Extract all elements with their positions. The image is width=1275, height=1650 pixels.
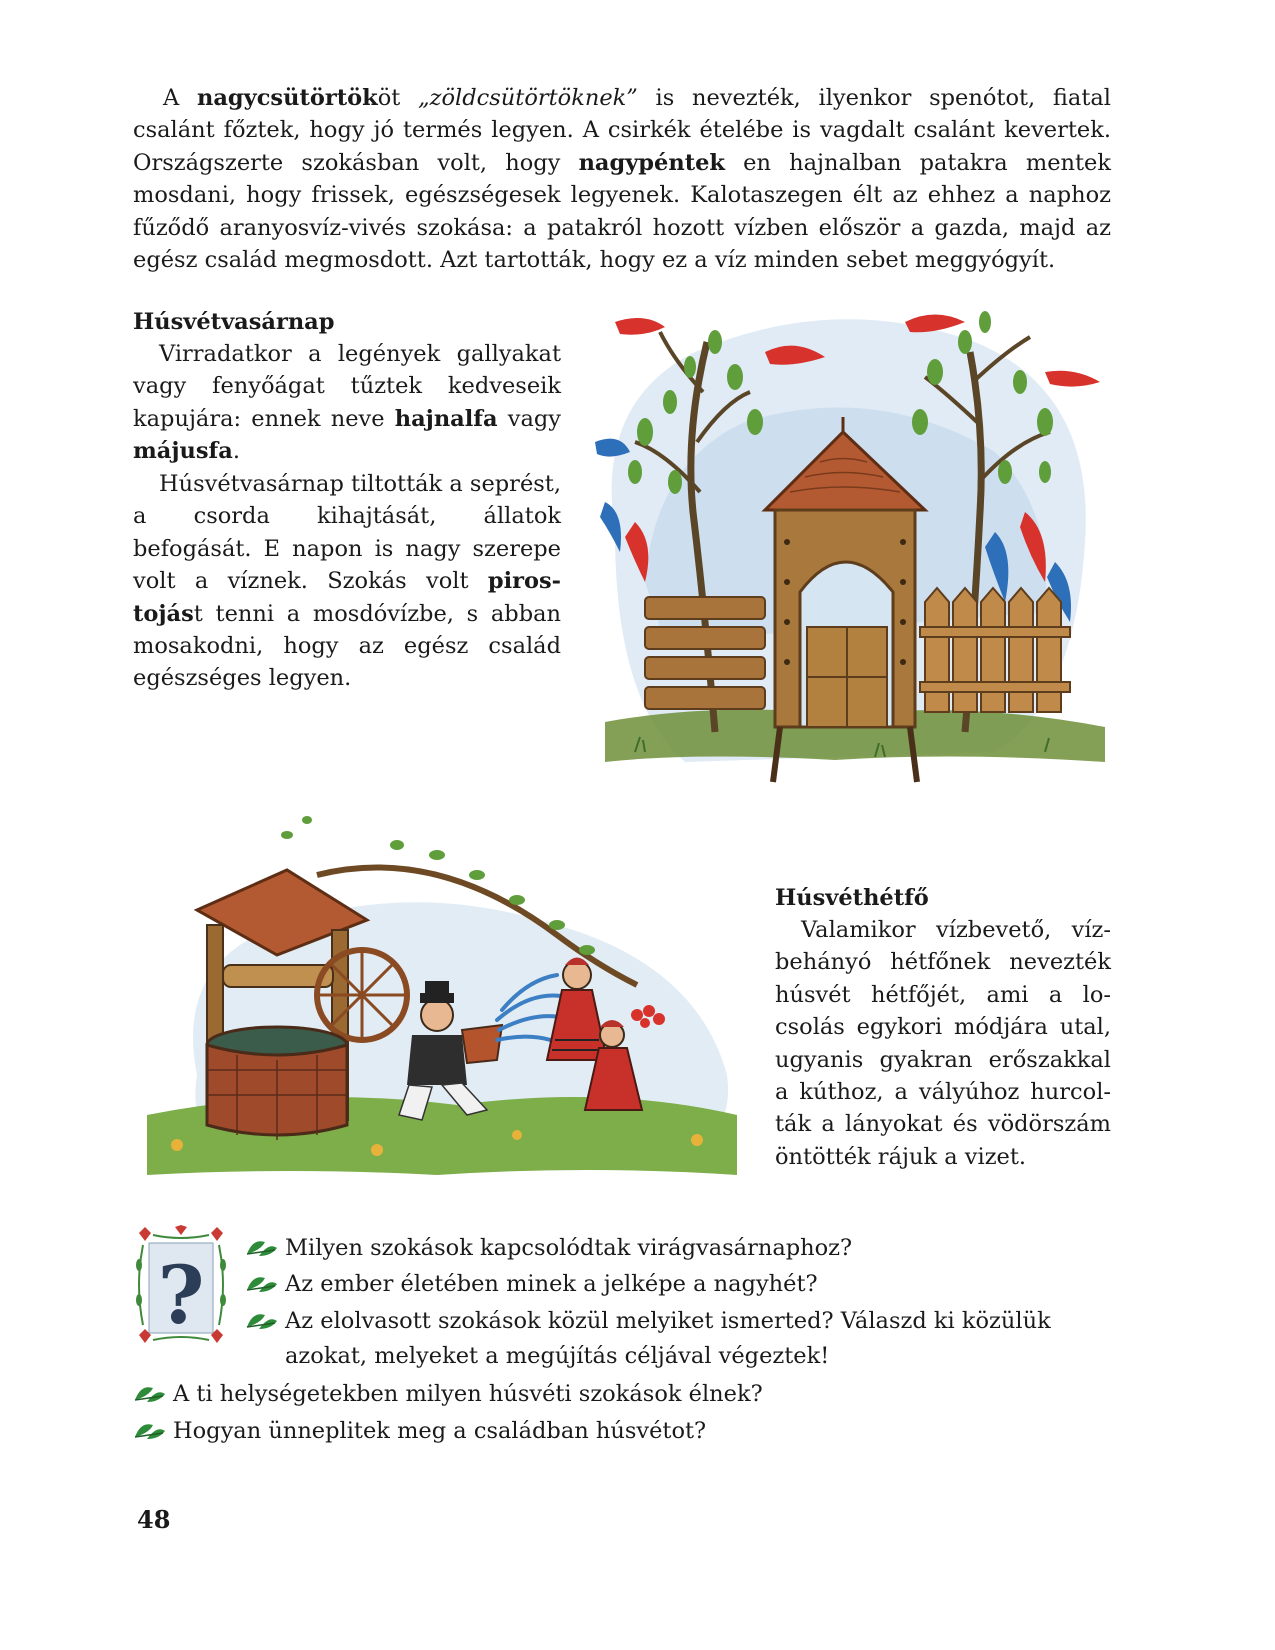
intro-paragraph bbox=[133, 82, 1111, 276]
question-1 bbox=[245, 1232, 852, 1264]
term-pirostojas-1: piros- bbox=[487, 568, 561, 595]
term-nagypentek: nagypéntek bbox=[578, 149, 726, 176]
term-nagycsutortok: nagycsütörtök bbox=[196, 85, 378, 111]
question-2 bbox=[245, 1268, 818, 1300]
question-3 bbox=[245, 1305, 1051, 1337]
question-3-text: Az elolvasott szokások közül melyiket ismerted? Válaszd ki közülük bbox=[285, 1308, 1051, 1334]
gate-illustration bbox=[575, 282, 1115, 807]
question-5 bbox=[133, 1415, 706, 1447]
es-p2-text-1: Húsvétvasárnap tiltották a seprést, a csorda kihajtását, állatok befogását. E napon is nagy szerepe volt a víznek. Szokás volt bbox=[133, 471, 561, 595]
easter-sunday-paragraph-1 bbox=[133, 338, 561, 468]
leaf-bullet-icon bbox=[245, 1236, 279, 1258]
leaf-bullet-icon bbox=[133, 1419, 167, 1441]
term-hajnalfa: hajnalfa bbox=[394, 405, 498, 432]
heading-easter-monday: Húsvéthétfő bbox=[775, 885, 929, 911]
term-majusfa: májusfa bbox=[133, 438, 233, 465]
intro-text-2: öt bbox=[377, 85, 418, 111]
question-ornament-icon bbox=[131, 1225, 231, 1350]
well-illustration bbox=[137, 815, 757, 1195]
page-number: 48 bbox=[137, 1505, 171, 1534]
leaf-bullet-icon bbox=[133, 1382, 167, 1404]
easter-sunday-paragraph-2 bbox=[133, 468, 561, 695]
es-p1-text-1: Virradatkor a legények gallyakat vagy fenyőágat tűztek kedveseik kapujára: ennek neve bbox=[133, 341, 561, 432]
question-4-text: A ti helységetekben milyen húsvéti szokások élnek? bbox=[173, 1381, 763, 1407]
question-4 bbox=[133, 1378, 763, 1410]
question-5-text: Hogyan ünneplitek meg a családban húsvétot? bbox=[173, 1418, 707, 1444]
leaf-bullet-icon bbox=[245, 1309, 279, 1331]
term-pirostojas-2: tojás bbox=[133, 600, 194, 627]
es-p2-text-2: t tenni a mosdóvízbe, s abban mosakodni, hogy az egész család egészséges legyen. bbox=[133, 600, 561, 692]
question-3-continued bbox=[285, 1340, 829, 1372]
es-p1-text-2: vagy bbox=[497, 405, 561, 432]
easter-monday-paragraph: Valamikor vízbevető, víz-behányó hétfőnek nevezték húsvét hétfőjét, ami a lo-csolás egykori módjára utal, ugyanis gyakran erőszakkal a kúthoz, a vályúhoz hurcol-ták a lányokat és vödörszám öntötték rájuk a vizet. bbox=[775, 917, 1111, 1170]
heading-easter-sunday: Húsvétvasárnap bbox=[133, 309, 335, 335]
intro-text-4: en hajnalban patakra mentek mosdani, hogy frissek, egészségesek legyenek. Kalotaszegen élt az ehhez a naphoz fűződő aranyosvíz-vivés szokása: a patakról hozott vízben először a gazda, majd az egész család megmosdott. Azt tartották, hogy ez a víz minden sebet meggyógyít. bbox=[133, 149, 1111, 274]
term-zoldcsutortok: „zöldcsütörtöknek” bbox=[418, 85, 638, 111]
intro-text-1: A bbox=[163, 85, 197, 111]
intro-text-3: is nevezték, ilyenkor spenótot, fiatal csalánt főztek, hogy jó termés legyen. A csirkék ételébe is vagdalt csalánt kevertek. Országszerte szokásban volt, hogy bbox=[133, 85, 1111, 176]
question-3-text-continued: azokat, melyeket a megújítás céljával végeztek! bbox=[285, 1343, 830, 1369]
question-2-text: Az ember életében minek a jelképe a nagyhét? bbox=[285, 1271, 818, 1297]
es-p1-text-3: . bbox=[232, 438, 240, 465]
question-mark-glyph: ? bbox=[157, 1248, 205, 1342]
question-1-text: Milyen szokások kapcsolódtak virágvasárnaphoz? bbox=[285, 1235, 853, 1261]
leaf-bullet-icon bbox=[245, 1272, 279, 1294]
